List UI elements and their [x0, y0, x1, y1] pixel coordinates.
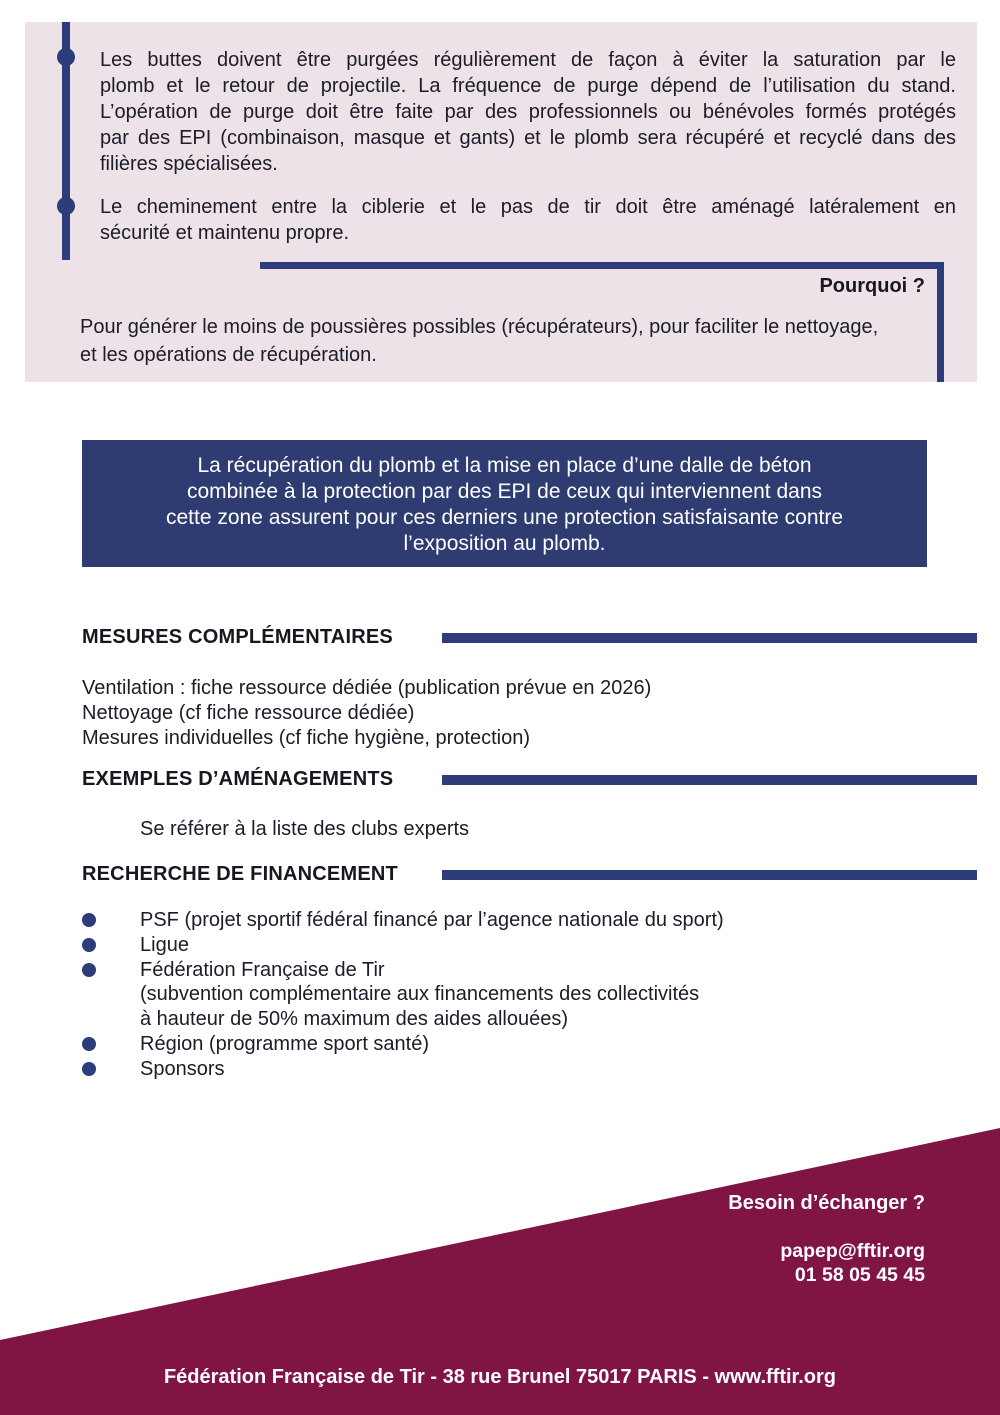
bullet-dot-icon — [82, 963, 96, 977]
paragraph-cheminement — [100, 194, 956, 246]
contact-heading: Besoin d’échanger ? — [728, 1192, 925, 1214]
paragraph-line: Les buttes doivent être purgées régulièrement de façon à éviter la saturation par le — [100, 49, 956, 71]
paragraph-line: par des EPI (combinaison, masque et gants) et le plomb sera récupéré et recyclé dans des — [100, 127, 956, 149]
list-item — [82, 934, 942, 959]
why-heading: Pourquoi ? — [819, 275, 925, 297]
footer-address: Fédération Française de Tir - 38 rue Brunel 75017 PARIS - www.fftir.org — [163, 1366, 837, 1388]
paragraph-pourquoi — [80, 313, 936, 369]
paragraph-line: filières spécialisées. — [100, 153, 278, 175]
list-item-label: PSF (projet sportif fédéral financé par l’agence nationale du sport) — [140, 909, 724, 931]
contact-email: papep@fftir.org — [780, 1240, 925, 1262]
list-item — [82, 909, 942, 934]
section-heading-mesures: MESURES COMPLÉMENTAIRES — [82, 626, 393, 648]
paragraph-line: Le cheminement entre la ciblerie et le pas de tir doit être aménagé latéralement en — [100, 196, 956, 218]
why-rule-vertical — [937, 262, 944, 382]
section-heading-exemples: EXEMPLES D’AMÉNAGEMENTS — [82, 768, 394, 790]
list-item-label: (subvention complémentaire aux financements des collectivités — [140, 983, 700, 1006]
list-item: Nettoyage (cf fiche ressource dédiée) — [82, 702, 415, 724]
heading-bar-exemples — [442, 775, 977, 785]
list-item-label: Fédération Française de Tir — [140, 958, 385, 981]
heading-bar-mesures — [442, 633, 977, 643]
banner-line: cette zone assurent pour ces derniers une protection satisfaisante contre — [165, 506, 844, 529]
list-item-label: Région (programme sport santé) — [140, 1032, 430, 1055]
paragraph-line: L’opération de purge doit être faite par des professionnels ou bénévoles formés protégés — [100, 101, 956, 123]
heading-bar-financement — [442, 870, 977, 880]
bullet-dot-icon — [82, 1037, 96, 1051]
bullet-dot-icon — [82, 938, 96, 952]
list-item — [82, 959, 942, 984]
list-item-label: Ligue — [140, 933, 189, 956]
list-item-continuation — [82, 1008, 942, 1033]
list-item-label: à hauteur de 50% maximum des aides allouées) — [140, 1008, 569, 1031]
paragraph-purge — [100, 47, 956, 177]
list-item: Ventilation : fiche ressource dédiée (publication prévue en 2026) — [82, 677, 652, 699]
paragraph-line: et les opérations de récupération. — [80, 344, 377, 366]
highlight-panel — [25, 22, 977, 382]
banner-line: l’exposition au plomb. — [403, 532, 606, 555]
mesures-list — [82, 676, 651, 751]
paragraph-line: Pour générer le moins de poussières possibles (récupérateurs), pour faciliter le nettoyage, — [80, 316, 879, 338]
info-banner — [82, 440, 927, 567]
bullet-dot-icon — [57, 48, 75, 66]
exemples-note: Se référer à la liste des clubs experts — [140, 818, 470, 840]
list-item-label: Sponsors — [140, 1057, 225, 1080]
bullet-dot-icon — [57, 197, 75, 215]
why-rule-horizontal — [260, 262, 944, 269]
paragraph-line: plomb et le retour de projectile. La fréquence de purge dépend de l’utilisation du stand. — [100, 75, 956, 97]
section-heading-financement: RECHERCHE DE FINANCEMENT — [82, 863, 398, 885]
list-item — [82, 1058, 942, 1083]
list-item — [82, 1033, 942, 1058]
banner-line: combinée à la protection par des EPI de ceux qui interviennent dans — [186, 480, 823, 503]
banner-line: La récupération du plomb et la mise en place d’une dalle de béton — [197, 454, 812, 477]
paragraph-line: sécurité et maintenu propre. — [100, 222, 350, 244]
contact-phone: 01 58 05 45 45 — [794, 1264, 925, 1286]
list-item-continuation — [82, 983, 942, 1008]
list-item: Mesures individuelles (cf fiche hygiène, protection) — [82, 727, 530, 749]
bullet-dot-icon — [82, 1062, 96, 1076]
bullet-dot-icon — [82, 913, 96, 927]
financement-list — [82, 909, 942, 1083]
